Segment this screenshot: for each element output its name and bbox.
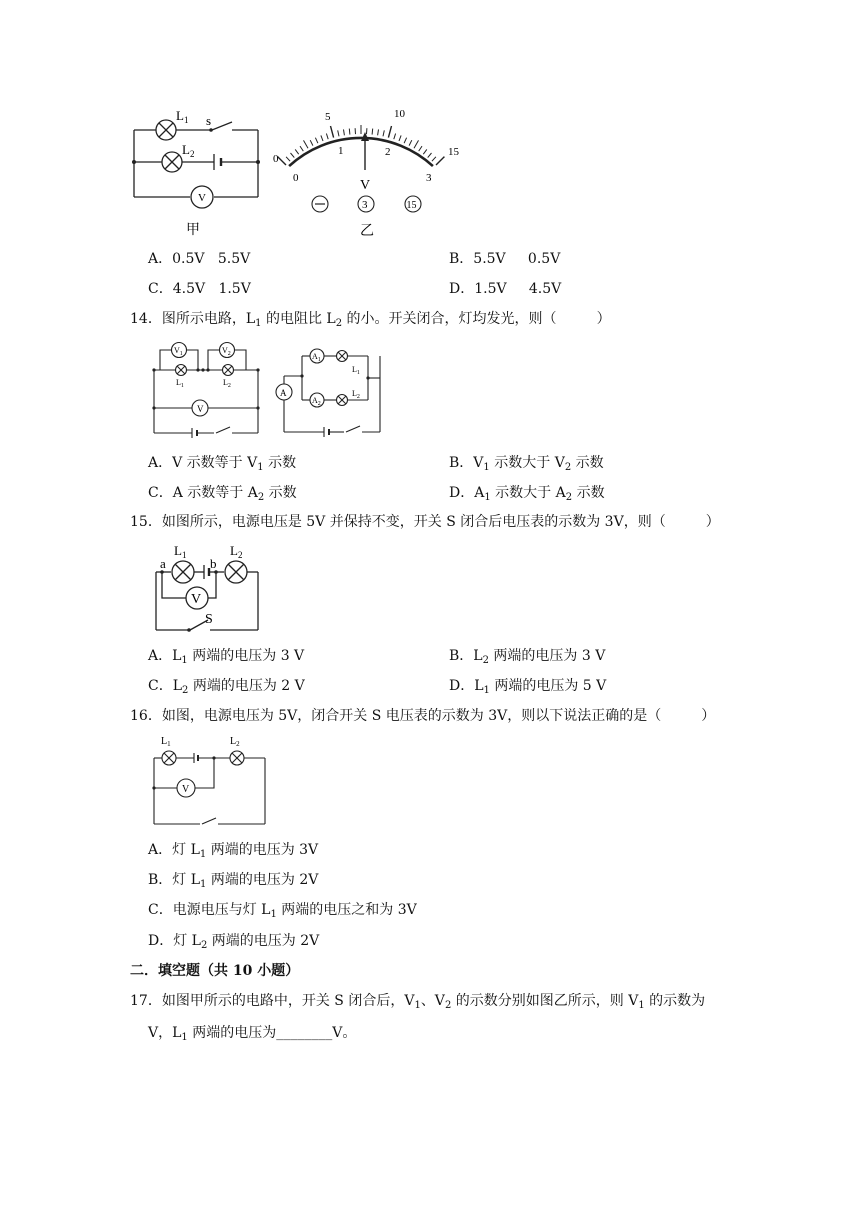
- dial-tick: [310, 140, 313, 145]
- q13-option-d[interactable]: D．1.5V 4.5V: [449, 281, 562, 297]
- svg-text:L2: $L_2$: [230, 736, 240, 748]
- section-heading-fill-in: 二．填空题（共 10 小题）: [130, 963, 300, 979]
- dial-tick: [383, 130, 384, 136]
- q14-option-b[interactable]: B．$V_1$ 示数大于 $V_2$ 示数: [449, 455, 604, 473]
- q15-stem: 15．如图所示，电源电压是 5V 并保持不变，开关 S 闭合后电压表的示数为 3V，则（ ）: [130, 514, 720, 530]
- svg-text:L2: $L_2$: [352, 389, 360, 400]
- q13-caption-yi: 乙: [360, 224, 374, 239]
- meter-outer-tick-0: 0: [273, 153, 279, 165]
- meter-inner-tick-1: 1: [338, 145, 344, 157]
- svg-text:A2: $A_2$: [312, 396, 321, 407]
- q15-option-b[interactable]: B．$L_2$ 两端的电压为 3 V: [449, 648, 606, 666]
- q13-switch-label: s: [206, 113, 212, 128]
- dial-tick: [372, 129, 373, 135]
- q15-option-a[interactable]: A．$L_1$ 两端的电压为 3 V: [148, 648, 305, 666]
- dial-tick: [344, 129, 345, 135]
- dial-tick: [432, 157, 436, 161]
- dial-tick: [388, 126, 391, 138]
- q16-stem: 16．如图，电源电压为 5V，闭合开关 S 电压表的示数为 3V，则以下说法正确的是（ ）: [130, 708, 716, 724]
- q13-caption-jia: 甲: [186, 223, 200, 238]
- meter-inner-tick-2: 2: [385, 146, 391, 158]
- q16-circuit-figure: [148, 734, 270, 829]
- svg-text:L1: $L_1$: [176, 378, 184, 389]
- dial-tick: [304, 140, 309, 148]
- meter-inner-tick-3: 3: [426, 172, 432, 184]
- dial-tick: [409, 140, 412, 145]
- svg-text:L2: $L_2$: [230, 543, 243, 560]
- dial-tick: [349, 129, 350, 135]
- q17-stem-line2: V，$L_1$ 两端的电压为________V。: [148, 1025, 357, 1043]
- svg-text:b: b: [210, 556, 217, 571]
- dial-tick: [300, 146, 303, 151]
- svg-text:A1: $A_1$: [312, 352, 321, 363]
- q15-option-d[interactable]: D．$L_1$ 两端的电压为 5 V: [449, 678, 607, 696]
- meter-outer-tick-10: 10: [394, 108, 405, 120]
- dial-tick: [378, 129, 379, 135]
- svg-text:V2: $V_2$: [222, 346, 231, 357]
- q15-circuit-figure: [148, 540, 264, 635]
- dial-tick: [414, 140, 419, 148]
- svg-text:L2: $L_2$: [223, 378, 231, 389]
- q13-voltmeter-label: V: [198, 192, 206, 204]
- q14-stem: 14．图所示电路，$L_1$ 的电阻比 $L_2$ 的小。开关闭合，灯均发光，则（ ）: [130, 311, 611, 329]
- dial-tick: [321, 135, 323, 141]
- dial-tick: [286, 157, 290, 161]
- meter-outer-tick-5: 5: [325, 111, 331, 123]
- q13-meter-dial-figure: [268, 100, 468, 240]
- q16-option-a[interactable]: A．灯 $L_1$ 两端的电压为 3V: [148, 842, 319, 860]
- dial-tick: [278, 157, 286, 165]
- q13-option-a[interactable]: A．0.5V 5.5V: [148, 251, 251, 267]
- svg-text:A: A: [280, 388, 287, 398]
- svg-text:V1: $V_1$: [174, 346, 183, 357]
- meter-unit-label: V: [360, 178, 371, 193]
- dial-tick: [331, 126, 334, 138]
- q13-circuit-figure-jia: [128, 104, 268, 239]
- svg-text:V: V: [197, 404, 204, 414]
- dial-tick: [338, 130, 339, 136]
- q13-l1-label: $L_1$: [176, 108, 189, 125]
- q15-option-c[interactable]: C．$L_2$ 两端的电压为 2 V: [148, 678, 305, 696]
- svg-text:L1: $L_1$: [174, 543, 187, 560]
- meter-outer-tick-15: 15: [448, 146, 459, 158]
- q14-option-d[interactable]: D．$A_1$ 示数大于 $A_2$ 示数: [449, 485, 605, 503]
- q16-option-d[interactable]: D．灯 $L_2$ 两端的电压为 2V: [148, 933, 320, 951]
- dial-tick: [291, 153, 295, 158]
- svg-text:S: S: [205, 612, 213, 627]
- dial-tick: [404, 138, 407, 144]
- meter-inner-tick-0: 0: [293, 172, 299, 184]
- svg-text:V: V: [182, 784, 190, 795]
- dial-tick: [326, 134, 328, 140]
- dial-tick: [399, 135, 401, 141]
- svg-text:V: V: [191, 592, 202, 607]
- q14-circuit-figure-right: [270, 346, 386, 438]
- dial-tick: [419, 146, 422, 151]
- meter-pointer-head: [361, 132, 369, 141]
- q17-answer-blank[interactable]: ________: [276, 1025, 333, 1041]
- dial-tick: [423, 149, 427, 154]
- dial-tick: [428, 153, 432, 158]
- svg-text:L1: $L_1$: [161, 736, 171, 748]
- svg-text:a: a: [160, 556, 166, 571]
- svg-text:15: 15: [406, 200, 417, 211]
- q13-option-b[interactable]: B．5.5V 0.5V: [449, 251, 561, 267]
- svg-text:L1: $L_1$: [352, 365, 360, 376]
- dial-tick: [315, 138, 318, 144]
- q14-circuit-figure-left: [148, 338, 264, 438]
- q14-option-a[interactable]: A．V 示数等于 $V_1$ 示数: [148, 455, 297, 473]
- dial-tick: [295, 149, 299, 154]
- meter-dial-ticks: [278, 125, 445, 165]
- q14-option-c[interactable]: C．A 示数等于 $A_2$ 示数: [148, 485, 297, 503]
- q13-l2-label: $L_2$: [182, 142, 195, 159]
- q16-option-c[interactable]: C．电源电压与灯 $L_1$ 两端的电压之和为 3V: [148, 902, 417, 920]
- dial-tick: [436, 157, 444, 165]
- q16-option-b[interactable]: B．灯 $L_1$ 两端的电压为 2V: [148, 872, 319, 890]
- q17-stem-line1: 17．如图甲所示的电路中，开关 S 闭合后，$V_1$、$V_2$ 的示数分别如图乙所示，则 $V_1$ 的示数为: [130, 993, 706, 1011]
- dial-tick: [394, 134, 396, 140]
- svg-text:3: 3: [362, 199, 368, 211]
- q13-option-c[interactable]: C．4.5V 1.5V: [148, 281, 251, 297]
